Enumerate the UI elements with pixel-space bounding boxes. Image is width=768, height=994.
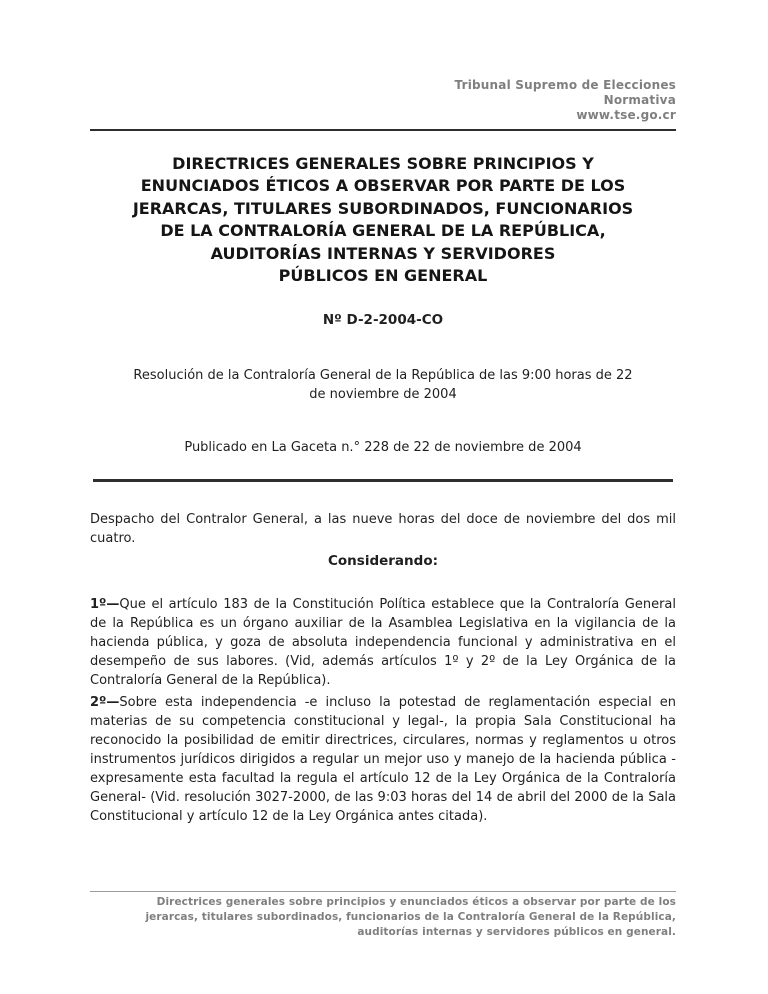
considerando-heading: Considerando: <box>328 553 438 570</box>
resolution-line: Resolución de la Contraloría General de la República de las 9:00 horas de 22 <box>133 368 633 384</box>
title-line: DE LA CONTRALORÍA GENERAL DE LA REPÚBLICA, <box>160 221 606 241</box>
publication-note: Publicado en La Gaceta n.° 228 de 22 de noviembre de 2004 <box>184 440 582 456</box>
page-footer <box>90 891 676 940</box>
header-rule <box>90 129 676 131</box>
title-line: JERARCAS, TITULARES SUBORDINADOS, FUNCIONARIOS <box>132 198 634 218</box>
document-number: Nº D-2-2004-CO <box>322 312 444 329</box>
header-org: Tribunal Supremo de Elecciones <box>454 78 676 92</box>
paragraph-2 <box>90 693 676 826</box>
title-line: DIRECTRICES GENERALES SOBRE PRINCIPIOS Y <box>172 154 594 173</box>
footer-rule <box>90 891 676 892</box>
page-header <box>90 78 676 123</box>
paragraph-2-text: Sobre esta independencia -e incluso la potestad de reglamentación especial en materias de su competencia constitucional y legal-, la propia Sala Constitucional ha reconocido la posibilidad de emitir directrices, circulares, normas y reglamentos u otros instrumentos jurídicos dirigidos a regular un mejor uso y manejo de la hacienda pública -expresamente esta facultad la regula el artículo 12 de la Ley Orgánica de la Contraloría General- (Vid. resolución 3027-2000, de las 9:03 horas del 14 de abril del 2000 de la Sala Constitucional y artículo 12 de la Ley Orgánica antes citada). <box>90 695 676 825</box>
paragraph-2-marker: 2º— <box>90 695 120 711</box>
document-title <box>90 153 676 287</box>
separator-rule <box>93 479 673 482</box>
despacho-paragraph: Despacho del Contralor General, a las nueve horas del doce de noviembre del dos mil cuatro. <box>90 512 676 547</box>
title-line: AUDITORÍAS INTERNAS Y SERVIDORES <box>210 243 556 263</box>
footer-line: Directrices generales sobre principios y enunciados éticos a observar por parte de los <box>156 896 676 908</box>
footer-line: auditorías internas y servidores públicos en general. <box>357 926 676 938</box>
title-line: ENUNCIADOS ÉTICOS A OBSERVAR POR PARTE DE LOS <box>140 176 626 196</box>
footer-line: jerarcas, titulares subordinados, funcionarios de la Contraloría General de la República, <box>145 911 676 923</box>
header-section: Normativa <box>603 93 676 107</box>
resolution-line: de noviembre de 2004 <box>309 387 457 403</box>
paragraph-1 <box>90 595 676 690</box>
header-website: www.tse.go.cr <box>576 108 676 122</box>
paragraph-1-marker: 1º— <box>90 597 120 613</box>
paragraph-1-text: Que el artículo 183 de la Constitución Política establece que la Contraloría General de la República es un órgano auxiliar de la Asamblea Legislativa en la vigilancia de la hacienda pública, y goza de absoluta independencia funcional y administrativa en el desempeño de sus labores. (Vid, además artículos 1º y 2º de la Ley Orgánica de la Contraloría General de la República). <box>90 597 676 689</box>
footer-text <box>90 895 676 940</box>
resolution-text <box>90 366 676 404</box>
title-line: PÚBLICOS EN GENERAL <box>278 266 488 286</box>
